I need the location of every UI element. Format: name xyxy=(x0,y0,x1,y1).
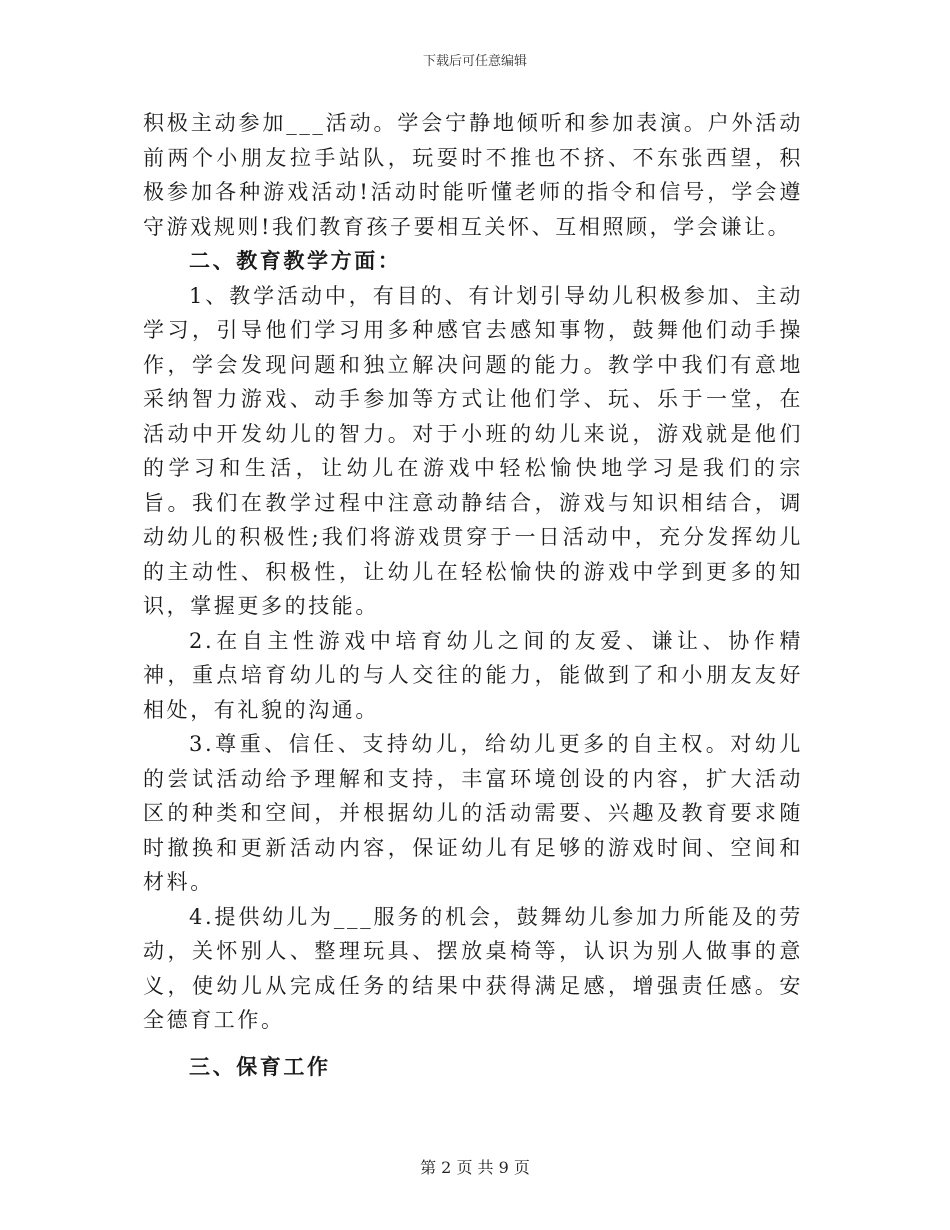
document-body xyxy=(143,106,803,1084)
paragraph-item-4: 4.提供幼儿为___服务的机会，鼓舞幼儿参加力所能及的劳动，关怀别人、整理玩具、摆放桌椅等，认识为别人做事的意义，使幼儿从完成任务的结果中获得满足感，增强责任感。安全德育工作。 xyxy=(143,904,803,1032)
paragraph-item-3: 3.尊重、信任、支持幼儿，给幼儿更多的自主权。对幼儿的尝试活动给予理解和支持，丰富环境创设的内容，扩大活动区的种类和空间，并根据幼儿的活动需要、兴趣及教育要求随时撤换和更新活动内容，保证幼儿有足够的游戏时间、空间和材料。 xyxy=(143,732,803,894)
paragraph-intro: 积极主动参加___活动。学会宁静地倾听和参加表演。户外活动前两个小朋友拉手站队，玩耍时不推也不挤、不东张西望，积极参加各种游戏活动!活动时能听懂老师的指令和信号，学会遵守游戏规则!我们教育孩子要相互关怀、互相照顾，学会谦让。 xyxy=(143,111,803,239)
section-heading-care: 三、保育工作 xyxy=(189,1053,331,1079)
paragraph-item-2: 2.在自主性游戏中培育幼儿之间的友爱、谦让、协作精神，重点培育幼儿的与人交往的能力，能做到了和小朋友友好相处，有礼貌的沟通。 xyxy=(143,628,803,722)
section-heading-teaching: 二、教育教学方面： xyxy=(189,248,402,273)
paragraph-item-1: 1、教学活动中，有目的、有计划引导幼儿积极参加、主动学习，引导他们学习用多种感官去感知事物，鼓舞他们动手操作，学会发现问题和独立解决问题的能力。教学中我们有意地采纳智力游戏、动手参加等方式让他们学、玩、乐于一堂，在活动中开发幼儿的智力。对于小班的幼儿来说，游戏就是他们的学习和生活，让幼儿在游戏中轻松愉快地学习是我们的宗旨。我们在教学过程中注意动静结合，游戏与知识相结合，调动幼儿的积极性;我们将游戏贯穿于一日活动中，充分发挥幼儿的主动性、积极性，让幼儿在轻松愉快的游戏中学到更多的知识，掌握更多的技能。 xyxy=(143,283,803,618)
page-footer: 第 2 页 共 9 页 xyxy=(420,1158,530,1177)
page-header: 下载后可任意编辑 xyxy=(422,54,527,69)
